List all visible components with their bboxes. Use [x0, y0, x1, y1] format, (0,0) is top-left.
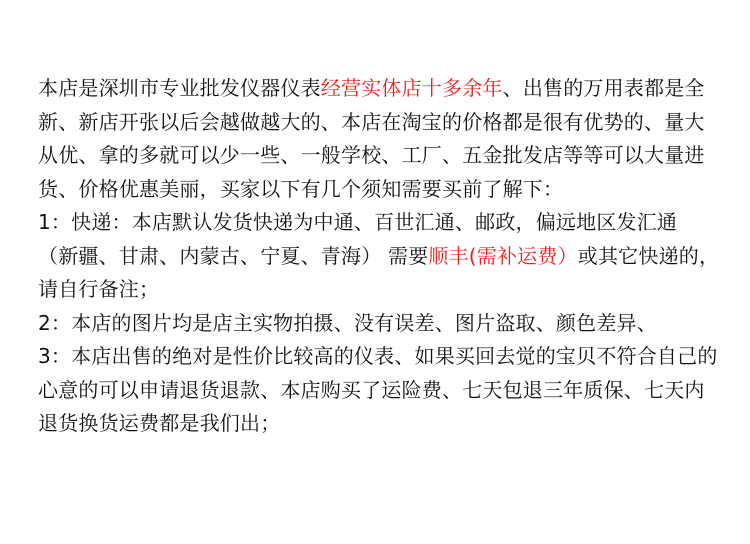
intro-text-continued: 、出售的万用表都是全	[502, 76, 705, 100]
item-2-line-1: 2：本店的图片均是店主实物拍摄、没有误差、图片盗取、颜色差异、	[38, 310, 657, 335]
item-3-line-3: 退货换货运费都是我们出；	[38, 411, 281, 435]
intro-line-1	[38, 72, 718, 106]
item-1-text: （新疆、甘肃、内蒙古、宁夏、青海） 需要	[38, 243, 429, 268]
item-1-text-continued: 或其它快递的，	[577, 243, 720, 268]
item-1-line-2	[38, 240, 718, 274]
store-notice-text	[38, 72, 718, 441]
item-3-line-2: 心意的可以申请退货退款、本店购买了运险费、七天包退三年质保、七天内	[38, 377, 705, 402]
intro-line-4: 货、价格优惠美丽，买家以下有几个须知需要买前了解下：	[38, 176, 564, 201]
intro-line-2: 新、新店开张以后会越做越大的、本店在淘宝的价格都是很有优势的、量大	[38, 109, 705, 134]
intro-highlight: 经营实体店十多余年	[320, 76, 503, 100]
intro-line-3: 从优、拿的多就可以少一些、一般学校、工厂、五金批发店等等可以大量进	[38, 143, 705, 167]
item-1-highlight: 顺丰(需补运费）	[428, 243, 578, 268]
item-1-line-3: 请自行备注；	[38, 277, 160, 301]
item-1-line-1: 1：快递：本店默认发货快递为中通、百世汇通、邮政，偏远地区发汇通	[38, 210, 678, 234]
intro-text: 本店是深圳市专业批发仪器仪表	[38, 76, 321, 100]
item-3-line-1: 3：本店出售的绝对是性价比较高的仪表、如果买回去觉的宝贝不符合自己的	[38, 344, 718, 368]
